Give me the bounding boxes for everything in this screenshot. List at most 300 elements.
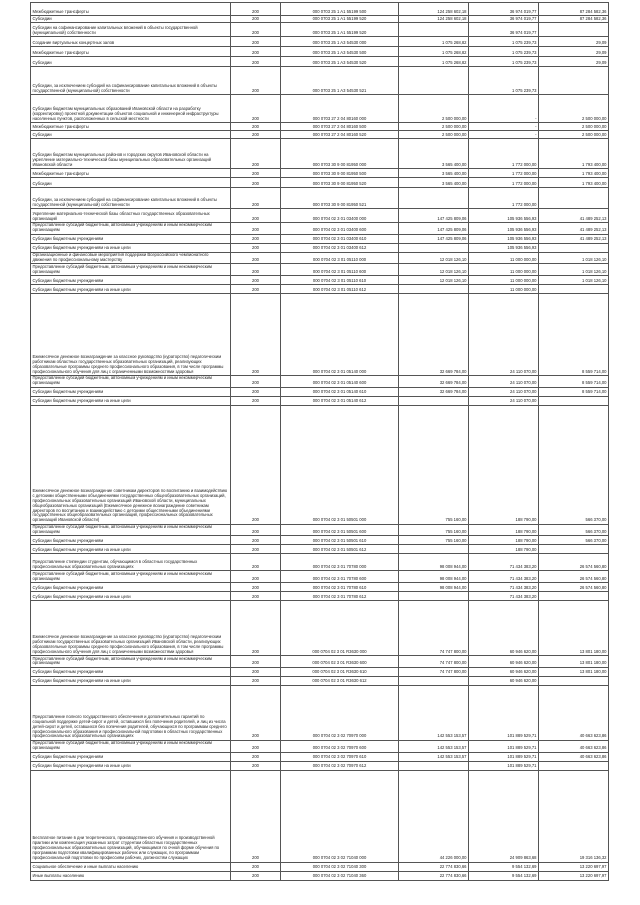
name-cell: Субсидии бюджетным учреждениям на иные цели bbox=[31, 243, 231, 252]
v1-cell: 74 747 800,00 bbox=[399, 601, 469, 656]
code-cell: 200 bbox=[231, 396, 281, 405]
name-cell: Субсидии бюджетным учреждениям на иные цели bbox=[31, 285, 231, 294]
code-cell: 200 bbox=[231, 862, 281, 871]
name-cell: Предоставление субсидий бюджетным, автономным учреждениям и иным некоммерческим организациям bbox=[31, 571, 231, 583]
kbk-cell: 000 0703 25 1 A1 55199 520 bbox=[281, 23, 399, 37]
v1-cell: 142 553 153,57 bbox=[399, 752, 469, 761]
v3-cell: 2 500 000,00 bbox=[539, 131, 609, 139]
name-cell: Предоставление субсидий бюджетным, автономным учреждениям и иным некоммерческим организациям bbox=[31, 264, 231, 276]
name-cell: Иные выплаты населению bbox=[31, 871, 231, 880]
code-cell: 200 bbox=[231, 57, 281, 67]
kbk-cell: 000 0704 02 3 01 70780 610 bbox=[281, 583, 399, 592]
kbk-cell: 000 0704 02 3 01 05140 600 bbox=[281, 376, 399, 388]
v2-cell: 24 110 070,00 bbox=[469, 294, 539, 376]
kbk-cell: 000 0704 02 3 01 50501 000 bbox=[281, 405, 399, 524]
v1-cell: 98 008 944,00 bbox=[399, 583, 469, 592]
table-row bbox=[31, 601, 609, 656]
v2-cell: 101 889 529,71 bbox=[469, 685, 539, 740]
v1-cell: 44 226 000,00 bbox=[399, 770, 469, 862]
table-row bbox=[31, 23, 609, 37]
kbk-cell: 000 0704 02 3 01 05110 612 bbox=[281, 285, 399, 294]
name-cell: Предоставление субсидий бюджетным, автономным учреждениям и иным некоммерческим организациям bbox=[31, 524, 231, 536]
table-row bbox=[31, 554, 609, 571]
v2-cell: 11 000 000,00 bbox=[469, 264, 539, 276]
kbk-cell: 000 0703 30 9 00 81950 521 bbox=[281, 188, 399, 209]
code-cell: 200 bbox=[231, 601, 281, 656]
v2-cell: 36 974 019,77 bbox=[469, 16, 539, 23]
table-row bbox=[31, 264, 609, 276]
table-row bbox=[31, 243, 609, 252]
v3-cell: 41 489 252,13 bbox=[539, 234, 609, 243]
kbk-cell: 000 0703 27 2 04 80160 500 bbox=[281, 123, 399, 131]
name-cell: Субсидии бюджетным учреждениям на иные цели bbox=[31, 396, 231, 405]
code-cell: 200 bbox=[231, 223, 281, 235]
kbk-cell: 000 0704 02 3 01 05110 000 bbox=[281, 252, 399, 264]
v3-cell: 40 663 623,86 bbox=[539, 752, 609, 761]
v2-cell: 1 772 000,00 bbox=[469, 139, 539, 169]
name-cell: Субсидии бюджетным учреждениям bbox=[31, 752, 231, 761]
table-row bbox=[31, 545, 609, 554]
kbk-cell: 000 0704 02 3 01 05110 600 bbox=[281, 264, 399, 276]
v2-cell: 188 790,00 bbox=[469, 536, 539, 545]
table-row bbox=[31, 871, 609, 880]
v2-cell: 60 946 620,00 bbox=[469, 601, 539, 656]
table-row bbox=[31, 656, 609, 668]
v2-cell: 24 110 070,00 bbox=[469, 396, 539, 405]
v3-cell: 1 793 400,00 bbox=[539, 169, 609, 178]
v2-cell: 1 075 239,73 bbox=[469, 47, 539, 57]
v1-cell: 755 160,00 bbox=[399, 524, 469, 536]
name-cell: Субсидии бюджетным учреждениям на иные цели bbox=[31, 592, 231, 601]
v1-cell bbox=[399, 545, 469, 554]
v2-cell: 24 110 070,00 bbox=[469, 376, 539, 388]
kbk-cell: 000 0704 02 3 01 R3630 600 bbox=[281, 656, 399, 668]
table-row bbox=[31, 37, 609, 47]
name-cell: Предоставление стипендии студентам, обучающимся в областных государственных профессиональных образовательных организациях bbox=[31, 554, 231, 571]
kbk-cell: 000 0704 02 3 02 71040 300 bbox=[281, 862, 399, 871]
name-cell: Предоставление полного государственного обеспечения и дополнительных гарантий по социальной поддержке детей-сирот и детей, оставшихся без попечения родителей, и лиц из числа детей-сирот и детей, оставшихся без попечения родителей, обучающихся по программам среднего профессионального образования и профессиональной подготовки в областных государственных профессиональных образовательных организациях bbox=[31, 685, 231, 740]
v1-cell: 3 565 400,00 bbox=[399, 178, 469, 188]
name-cell: Субсидии bbox=[31, 131, 231, 139]
code-cell: 200 bbox=[231, 37, 281, 47]
v3-cell: 41 489 252,13 bbox=[539, 223, 609, 235]
v2-cell: 1 772 000,00 bbox=[469, 178, 539, 188]
v2-cell: 188 790,00 bbox=[469, 524, 539, 536]
v1-cell: 32 669 784,00 bbox=[399, 376, 469, 388]
table-row bbox=[31, 209, 609, 223]
v1-cell: 32 669 784,00 bbox=[399, 294, 469, 376]
name-cell: Субсидии бюджетным учреждениям bbox=[31, 276, 231, 285]
v2-cell: 105 936 556,93 bbox=[469, 234, 539, 243]
kbk-cell: 000 0703 30 9 00 81950 500 bbox=[281, 169, 399, 178]
code-cell: 200 bbox=[231, 752, 281, 761]
table-row bbox=[31, 123, 609, 131]
kbk-cell: 000 0703 27 2 04 80160 520 bbox=[281, 131, 399, 139]
v1-cell: 2 500 000,00 bbox=[399, 131, 469, 139]
table-row bbox=[31, 770, 609, 862]
code-cell: 200 bbox=[231, 285, 281, 294]
code-cell: 200 bbox=[231, 656, 281, 668]
v3-cell: 2 500 000,00 bbox=[539, 95, 609, 123]
code-cell: 200 bbox=[231, 276, 281, 285]
name-cell: Субсидии бюджетам муниципальных районов и городских округов Ивановской области на укрепление материально-технической базы муниципальных образовательных организаций Ивановской области bbox=[31, 139, 231, 169]
code-cell: 200 bbox=[231, 23, 281, 37]
v3-cell: 26 574 560,80 bbox=[539, 571, 609, 583]
table-row bbox=[31, 583, 609, 592]
v3-cell: 87 284 582,36 bbox=[539, 3, 609, 16]
v2-cell: 71 434 383,20 bbox=[469, 554, 539, 571]
v1-cell: 1 075 268,82 bbox=[399, 47, 469, 57]
v2-cell: 105 936 556,93 bbox=[469, 209, 539, 223]
v2-cell: 71 434 383,20 bbox=[469, 571, 539, 583]
code-cell: 200 bbox=[231, 592, 281, 601]
v3-cell: 1 018 126,10 bbox=[539, 276, 609, 285]
kbk-cell: 000 0704 02 3 01 70780 612 bbox=[281, 592, 399, 601]
name-cell: Создание виртуальных концертных залов bbox=[31, 37, 231, 47]
v3-cell: 26 574 560,80 bbox=[539, 583, 609, 592]
table-row bbox=[31, 169, 609, 178]
v2-cell: 36 974 019,77 bbox=[469, 3, 539, 16]
code-cell: 200 bbox=[231, 16, 281, 23]
name-cell: Предоставление субсидий бюджетным, автономным учреждениям и иным некоммерческим организациям bbox=[31, 656, 231, 668]
v3-cell: 41 489 252,13 bbox=[539, 209, 609, 223]
v2-cell: 11 000 000,00 bbox=[469, 276, 539, 285]
name-cell: Субсидии, за исключением субсидий на софинансирование капитальных вложений в объекты государственной (муниципальной) собственности bbox=[31, 67, 231, 95]
v1-cell bbox=[399, 67, 469, 95]
table-row bbox=[31, 685, 609, 740]
kbk-cell: 000 0704 02 3 01 R3630 610 bbox=[281, 667, 399, 676]
code-cell: 200 bbox=[231, 685, 281, 740]
table-row bbox=[31, 536, 609, 545]
kbk-cell: 000 0703 25 1 A1 55199 500 bbox=[281, 3, 399, 16]
name-cell: Ежемесячное денежное вознаграждение за классное руководство (кураторство) педагогическим работникам областных государственных образовательных организаций, реализующих образовательные программы среднего профессионального образования, в том числе программы профессионального обучения для лиц с ограниченными возможностями здоровья bbox=[31, 294, 231, 376]
v3-cell: 29,09 bbox=[539, 47, 609, 57]
v1-cell bbox=[399, 396, 469, 405]
v2-cell: 60 946 620,00 bbox=[469, 667, 539, 676]
kbk-cell: 000 0704 02 3 01 50501 610 bbox=[281, 536, 399, 545]
v1-cell: 2 500 000,00 bbox=[399, 123, 469, 131]
kbk-cell: 000 0704 02 3 01 05140 612 bbox=[281, 396, 399, 405]
v2-cell: 1 075 239,73 bbox=[469, 57, 539, 67]
v3-cell: 566 370,00 bbox=[539, 405, 609, 524]
code-cell: 200 bbox=[231, 169, 281, 178]
table-row bbox=[31, 178, 609, 188]
v1-cell: 142 553 153,57 bbox=[399, 740, 469, 752]
code-cell: 200 bbox=[231, 178, 281, 188]
v2-cell: 188 790,00 bbox=[469, 545, 539, 554]
v2-cell: 71 434 383,20 bbox=[469, 592, 539, 601]
v1-cell: 98 008 944,00 bbox=[399, 554, 469, 571]
table-row bbox=[31, 862, 609, 871]
kbk-cell: 000 0704 02 3 01 50501 612 bbox=[281, 545, 399, 554]
v2-cell: 9 554 132,69 bbox=[469, 871, 539, 880]
table-row bbox=[31, 667, 609, 676]
code-cell: 200 bbox=[231, 405, 281, 524]
code-cell: 200 bbox=[231, 524, 281, 536]
name-cell: Субсидии бюджетным учреждениям bbox=[31, 536, 231, 545]
v2-cell: 101 889 529,71 bbox=[469, 752, 539, 761]
kbk-cell: 000 0704 02 3 02 70970 612 bbox=[281, 761, 399, 770]
table-row bbox=[31, 387, 609, 396]
name-cell: Межбюджетные трансферты bbox=[31, 169, 231, 178]
code-cell: 200 bbox=[231, 234, 281, 243]
v1-cell: 3 565 400,00 bbox=[399, 169, 469, 178]
v3-cell: 8 559 714,00 bbox=[539, 387, 609, 396]
kbk-cell: 000 0704 02 3 01 03400 000 bbox=[281, 209, 399, 223]
v1-cell bbox=[399, 592, 469, 601]
code-cell: 200 bbox=[231, 123, 281, 131]
kbk-cell: 000 0703 25 1 A1 55199 520 bbox=[281, 16, 399, 23]
kbk-cell: 000 0704 02 3 01 05140 610 bbox=[281, 387, 399, 396]
v2-cell: 1 075 239,73 bbox=[469, 37, 539, 47]
code-cell: 200 bbox=[231, 139, 281, 169]
kbk-cell: 000 0703 25 1 A3 54530 000 bbox=[281, 37, 399, 47]
name-cell: Субсидии бюджетным учреждениям bbox=[31, 583, 231, 592]
v3-cell: 8 559 714,00 bbox=[539, 376, 609, 388]
v1-cell bbox=[399, 23, 469, 37]
name-cell: Субсидии bbox=[31, 178, 231, 188]
code-cell: 200 bbox=[231, 264, 281, 276]
v1-cell: 755 160,00 bbox=[399, 405, 469, 524]
code-cell: 200 bbox=[231, 47, 281, 57]
code-cell: 200 bbox=[231, 740, 281, 752]
v1-cell: 1 075 268,82 bbox=[399, 57, 469, 67]
v3-cell bbox=[539, 396, 609, 405]
table-row bbox=[31, 3, 609, 16]
v3-cell: 566 370,00 bbox=[539, 524, 609, 536]
name-cell: Предоставление субсидий бюджетным, автономным учреждениям и иным некоммерческим организациям bbox=[31, 376, 231, 388]
kbk-cell: 000 0704 02 3 01 R3630 612 bbox=[281, 676, 399, 685]
kbk-cell: 000 0703 27 2 04 80160 000 bbox=[281, 95, 399, 123]
v2-cell: 1 075 239,73 bbox=[469, 67, 539, 95]
table-row bbox=[31, 131, 609, 139]
code-cell: 200 bbox=[231, 571, 281, 583]
code-cell: 200 bbox=[231, 536, 281, 545]
name-cell: Межбюджетные трансферты bbox=[31, 47, 231, 57]
name-cell: Межбюджетные трансферты bbox=[31, 3, 231, 16]
kbk-cell: 000 0704 02 3 01 03400 612 bbox=[281, 243, 399, 252]
v3-cell bbox=[539, 243, 609, 252]
table-row bbox=[31, 223, 609, 235]
name-cell: Субсидии бюджетам муниципальных образований Ивановской области на разработку (корректировку) проектной документации объектов социальной и инженерной инфраструктуры населенных пунктов, расположенных в сельской местности bbox=[31, 95, 231, 123]
name-cell: Бесплатное питание в дни теоретического, производственного обучения и производственной практики или компенсация указанных затрат студентам областных государственных профессиональных образовательных организаций, обучающимся по очной форме обучения по программам подготовки квалифицированных рабочих или служащих, по программам профессиональной подготовки по профессиям рабочих, должностям служащих bbox=[31, 770, 231, 862]
table-row bbox=[31, 234, 609, 243]
kbk-cell: 000 0704 02 3 02 70970 600 bbox=[281, 740, 399, 752]
v3-cell: 13 801 180,00 bbox=[539, 667, 609, 676]
name-cell: Социальное обеспечение и иные выплаты населению bbox=[31, 862, 231, 871]
v2-cell: 1 772 000,00 bbox=[469, 169, 539, 178]
code-cell: 200 bbox=[231, 667, 281, 676]
v3-cell: 87 284 582,36 bbox=[539, 16, 609, 23]
v3-cell: 19 316 136,32 bbox=[539, 770, 609, 862]
name-cell: Организационные и финансовые мероприятия поддержки Всероссийского чемпионатного движения по профессиональному мастерству bbox=[31, 252, 231, 264]
v3-cell: 1 793 400,00 bbox=[539, 178, 609, 188]
v3-cell: 1 018 126,10 bbox=[539, 264, 609, 276]
kbk-cell: 000 0704 02 3 02 71040 360 bbox=[281, 871, 399, 880]
v3-cell bbox=[539, 67, 609, 95]
name-cell: Субсидии на софинансирование капитальных вложений в объекты государственной (муниципальной) собственности bbox=[31, 23, 231, 37]
kbk-cell: 000 0704 02 3 01 05110 610 bbox=[281, 276, 399, 285]
table-body bbox=[31, 3, 609, 881]
kbk-cell: 000 0704 02 3 01 50501 600 bbox=[281, 524, 399, 536]
table-row bbox=[31, 376, 609, 388]
code-cell: 200 bbox=[231, 3, 281, 16]
v1-cell bbox=[399, 243, 469, 252]
kbk-cell: 000 0704 02 3 01 70780 000 bbox=[281, 554, 399, 571]
v2-cell: - bbox=[469, 131, 539, 139]
name-cell: Предоставление субсидий бюджетным, автономным учреждениям и иным некоммерческим организациям bbox=[31, 740, 231, 752]
name-cell: Субсидии бюджетным учреждениям на иные цели bbox=[31, 761, 231, 770]
name-cell: Субсидии бюджетным учреждениям на иные цели bbox=[31, 545, 231, 554]
v3-cell bbox=[539, 676, 609, 685]
v3-cell: 26 574 560,80 bbox=[539, 554, 609, 571]
v1-cell bbox=[399, 761, 469, 770]
kbk-cell: 000 0704 02 3 01 03400 610 bbox=[281, 234, 399, 243]
table-row bbox=[31, 571, 609, 583]
v3-cell: 29,09 bbox=[539, 37, 609, 47]
kbk-cell: 000 0704 02 3 01 70780 600 bbox=[281, 571, 399, 583]
table-row bbox=[31, 47, 609, 57]
v3-cell: 40 663 623,86 bbox=[539, 685, 609, 740]
budget-execution-table bbox=[30, 2, 609, 881]
kbk-cell: 000 0704 02 3 01 R3630 000 bbox=[281, 601, 399, 656]
v2-cell: - bbox=[469, 95, 539, 123]
name-cell: Ежемесячное денежное вознаграждение за классное руководство (кураторство) педагогическим работникам государственных образовательных организаций Ивановской области, реализующих образовательные программы среднего профессионального образования, в том числе программы профессионального обучения для лиц с ограниченными возможностями здоровья bbox=[31, 601, 231, 656]
table-row bbox=[31, 761, 609, 770]
code-cell: 200 bbox=[231, 871, 281, 880]
v2-cell: 36 974 019,77 bbox=[469, 23, 539, 37]
v2-cell: 24 110 070,00 bbox=[469, 387, 539, 396]
v2-cell: 101 889 529,71 bbox=[469, 761, 539, 770]
kbk-cell: 000 0703 30 9 00 81950 520 bbox=[281, 178, 399, 188]
kbk-cell: 000 0704 02 3 01 03400 600 bbox=[281, 223, 399, 235]
code-cell: 200 bbox=[231, 294, 281, 376]
v2-cell: 60 946 620,00 bbox=[469, 676, 539, 685]
code-cell: 200 bbox=[231, 243, 281, 252]
v1-cell: 1 075 268,82 bbox=[399, 37, 469, 47]
v1-cell: 12 018 126,10 bbox=[399, 252, 469, 264]
table-row bbox=[31, 252, 609, 264]
code-cell: 200 bbox=[231, 770, 281, 862]
v3-cell: 566 370,00 bbox=[539, 536, 609, 545]
report-table-page bbox=[30, 2, 608, 881]
table-row bbox=[31, 188, 609, 209]
v1-cell: 98 008 944,00 bbox=[399, 571, 469, 583]
v2-cell: 9 554 132,69 bbox=[469, 862, 539, 871]
table-row bbox=[31, 396, 609, 405]
v1-cell: 22 774 830,66 bbox=[399, 862, 469, 871]
v3-cell bbox=[539, 761, 609, 770]
table-row bbox=[31, 740, 609, 752]
code-cell: 200 bbox=[231, 95, 281, 123]
v1-cell: 3 565 400,00 bbox=[399, 139, 469, 169]
v2-cell: 11 000 000,00 bbox=[469, 252, 539, 264]
table-row bbox=[31, 524, 609, 536]
v1-cell: 2 500 000,00 bbox=[399, 95, 469, 123]
v3-cell bbox=[539, 23, 609, 37]
kbk-cell: 000 0704 02 3 02 70970 610 bbox=[281, 752, 399, 761]
v3-cell: 13 801 180,00 bbox=[539, 601, 609, 656]
code-cell: 200 bbox=[231, 554, 281, 571]
name-cell: Субсидии bbox=[31, 16, 231, 23]
table-row bbox=[31, 95, 609, 123]
kbk-cell: 000 0704 02 3 01 05140 000 bbox=[281, 294, 399, 376]
table-row bbox=[31, 276, 609, 285]
kbk-cell: 000 0703 25 1 A3 54530 520 bbox=[281, 57, 399, 67]
kbk-cell: 000 0704 02 3 02 70970 000 bbox=[281, 685, 399, 740]
name-cell: Субсидии bbox=[31, 57, 231, 67]
v1-cell: 74 747 800,00 bbox=[399, 667, 469, 676]
kbk-cell: 000 0704 02 3 02 71040 000 bbox=[281, 770, 399, 862]
v2-cell: 1 772 000,00 bbox=[469, 188, 539, 209]
name-cell: Субсидии бюджетным учреждениям bbox=[31, 667, 231, 676]
v3-cell: 2 500 000,00 bbox=[539, 123, 609, 131]
v3-cell: 40 663 623,86 bbox=[539, 740, 609, 752]
code-cell: 200 bbox=[231, 209, 281, 223]
v3-cell bbox=[539, 188, 609, 209]
v3-cell: 1 018 126,10 bbox=[539, 252, 609, 264]
name-cell: Субсидии бюджетным учреждениям на иные цели bbox=[31, 676, 231, 685]
v1-cell: 142 553 153,57 bbox=[399, 685, 469, 740]
table-row bbox=[31, 57, 609, 67]
table-row bbox=[31, 139, 609, 169]
v1-cell: 755 160,00 bbox=[399, 536, 469, 545]
table-row bbox=[31, 676, 609, 685]
table-row bbox=[31, 752, 609, 761]
name-cell: Ежемесячное денежное вознаграждение советникам директоров по воспитанию и взаимодействию с детскими общественными объединениями государственных общеобразовательных организаций, профессиональных образовательных организаций Ивановской области, муниципальных общеобразовательных организаций (Ежемесячное денежное вознаграждение советникам директоров по воспитанию и взаимодействию с детскими общественными объединениями государственных общеобразовательных организаций, профессиональных образовательных организаций Ивановской области) bbox=[31, 405, 231, 524]
table-row bbox=[31, 405, 609, 524]
name-cell: Межбюджетные трансферты bbox=[31, 123, 231, 131]
v1-cell: 124 258 602,18 bbox=[399, 3, 469, 16]
v1-cell bbox=[399, 188, 469, 209]
v2-cell: 60 946 620,00 bbox=[469, 656, 539, 668]
name-cell: Предоставление субсидий бюджетным, автономным учреждениям и иным некоммерческим организациям bbox=[31, 223, 231, 235]
code-cell: 200 bbox=[231, 376, 281, 388]
table-row bbox=[31, 592, 609, 601]
v3-cell bbox=[539, 592, 609, 601]
code-cell: 200 bbox=[231, 676, 281, 685]
code-cell: 200 bbox=[231, 761, 281, 770]
v2-cell: 101 889 529,71 bbox=[469, 740, 539, 752]
v1-cell: 147 425 809,06 bbox=[399, 223, 469, 235]
code-cell: 200 bbox=[231, 545, 281, 554]
v1-cell: 12 018 126,10 bbox=[399, 264, 469, 276]
v3-cell: 13 801 180,00 bbox=[539, 656, 609, 668]
v3-cell: 8 559 714,00 bbox=[539, 294, 609, 376]
name-cell: Субсидии, за исключением субсидий на софинансирование капитальных вложений в объекты государственной (муниципальной) собственности bbox=[31, 188, 231, 209]
v2-cell: 188 790,00 bbox=[469, 405, 539, 524]
v3-cell: 1 793 400,00 bbox=[539, 139, 609, 169]
v1-cell bbox=[399, 676, 469, 685]
name-cell: Субсидии бюджетным учреждениям bbox=[31, 234, 231, 243]
code-cell: 200 bbox=[231, 252, 281, 264]
v2-cell: 11 000 000,00 bbox=[469, 285, 539, 294]
name-cell: Субсидии бюджетным учреждениям bbox=[31, 387, 231, 396]
name-cell: Укрепление материально-технической базы областных государственных образовательных организаций bbox=[31, 209, 231, 223]
kbk-cell: 000 0703 25 1 A3 54530 521 bbox=[281, 67, 399, 95]
code-cell: 200 bbox=[231, 67, 281, 95]
code-cell: 200 bbox=[231, 583, 281, 592]
table-row bbox=[31, 67, 609, 95]
code-cell: 200 bbox=[231, 188, 281, 209]
table-row bbox=[31, 285, 609, 294]
v1-cell bbox=[399, 285, 469, 294]
code-cell: 200 bbox=[231, 387, 281, 396]
v3-cell bbox=[539, 285, 609, 294]
v3-cell bbox=[539, 545, 609, 554]
v2-cell: 105 936 556,93 bbox=[469, 223, 539, 235]
v2-cell: 105 936 556,93 bbox=[469, 243, 539, 252]
